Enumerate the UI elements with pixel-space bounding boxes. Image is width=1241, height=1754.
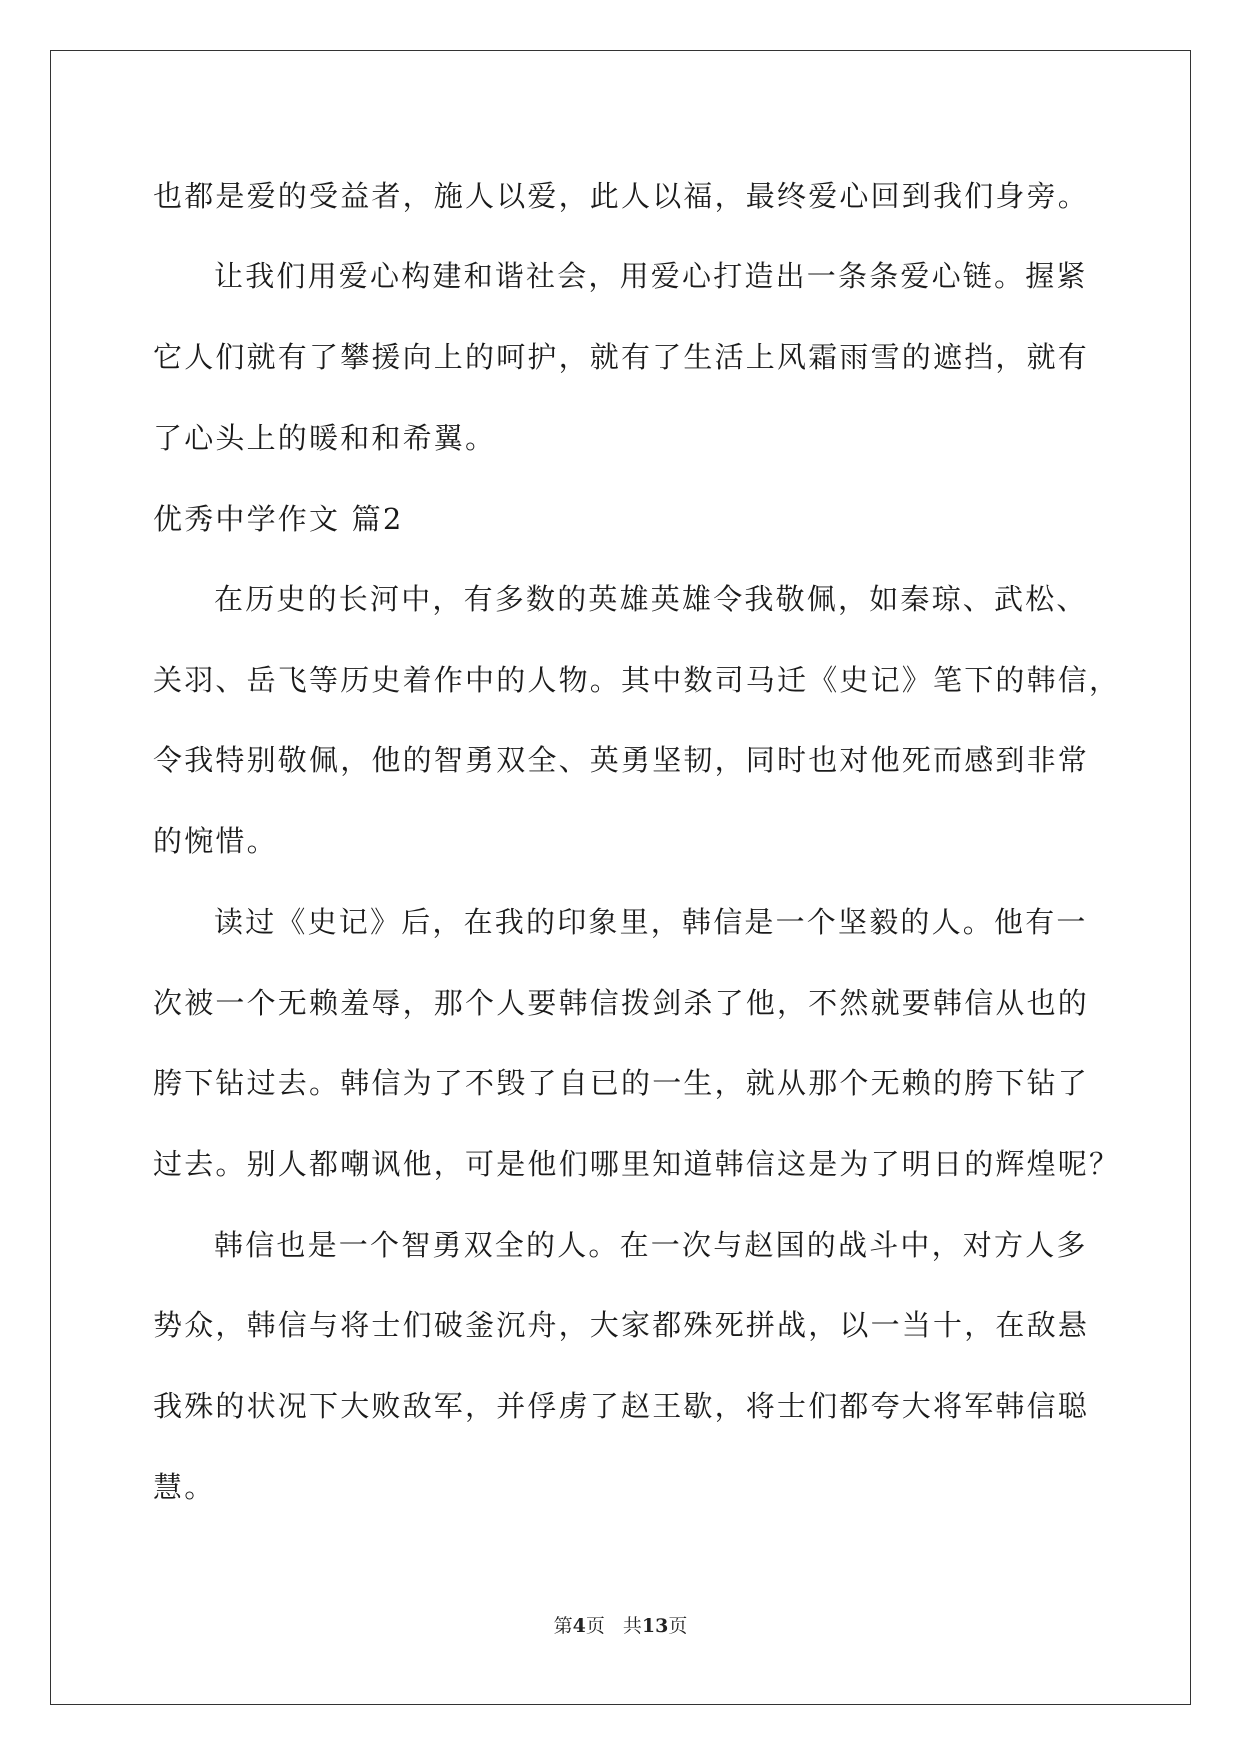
text-line-15: 势众，韩信与将士们破釜沉舟，大家都殊死拼战，以一当十，在敌悬 [153, 1308, 1090, 1342]
text-line-1: 也都是爱的受益者，施人以爱，此人以福，最终爱心回到我们身旁。 [153, 179, 1090, 213]
text-line-4: 了心头上的暖和和希翼。 [153, 421, 497, 455]
text-line-3: 它人们就有了攀援向上的呵护，就有了生活上风霜雨雪的遮挡，就有 [153, 340, 1090, 374]
text-line-16: 我殊的状况下大败敌军，并俘虏了赵王歇，将士们都夸大将军韩信聪 [153, 1389, 1090, 1423]
footer-page-prefix: 第 [553, 1615, 573, 1637]
footer-total-suffix: 页 [668, 1615, 688, 1637]
text-line-2: 让我们用爱心构建和谐社会，用爱心打造出一条条爱心链。握紧 [214, 259, 1088, 293]
section-heading: 优秀中学作文 篇2 [153, 502, 404, 536]
text-line-8: 令我特别敬佩，他的智勇双全、英勇坚韧，同时也对他死而感到非常 [153, 743, 1090, 777]
text-line-7: 关羽、岳飞等历史着作中的人物。其中数司马迁《史记》笔下的韩信， [153, 663, 1121, 697]
footer-total-number: 13 [641, 1615, 669, 1637]
text-line-12: 胯下钻过去。韩信为了不毁了自已的一生，就从那个无赖的胯下钻了 [153, 1066, 1090, 1100]
text-line-17: 慧。 [153, 1470, 216, 1504]
footer-total-prefix: 共 [622, 1615, 642, 1637]
text-line-11: 次被一个无赖羞辱，那个人要韩信拨剑杀了他，不然就要韩信从也的 [153, 986, 1090, 1020]
text-line-14: 韩信也是一个智勇双全的人。在一次与赵国的战斗中，对方人多 [214, 1228, 1088, 1262]
text-line-6: 在历史的长河中，有多数的英雄英雄令我敬佩，如秦琼、武松、 [214, 582, 1088, 616]
page-footer [0, 1614, 1241, 1638]
text-line-10: 读过《史记》后，在我的印象里，韩信是一个坚毅的人。他有一 [214, 905, 1088, 939]
text-line-9: 的惋惜。 [153, 824, 278, 858]
text-line-13: 过去。别人都嘲讽他，可是他们哪里知道韩信这是为了明日的辉煌呢？ [153, 1147, 1121, 1181]
footer-page-number: 4 [572, 1615, 586, 1637]
page-border [50, 50, 1191, 1705]
footer-page-suffix: 页 [585, 1615, 605, 1637]
